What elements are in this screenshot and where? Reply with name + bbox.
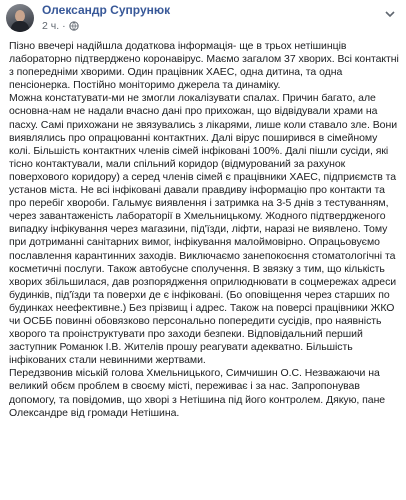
post-paragraph: Можна констатувати-ми не змогли локалізувати спалах. Причин багато, але основна-нам не надали вчасно дані про прихожан, що відвідували храми на пасху. Самі прихожани не звязувались з лікарями, лише коли ставало зле. Вони виявлялись про опрацюванні контактних. Далі вірус поширився в сімейному колі. Бiльшість контактних членів сімей інфіковані 100%. Далі пішли сусіди, які тісно контактували, мали спільний коридор (відмурований за рахунок поверхового коридору) а серед членів сімей є працівники ХАЕС, підприємств та установ міста. Не всі інфіковані давали правдиву інформацію про контакти та про перебіг хвороби. Гальмує виявлення і затримка на 3-5 днів з тестуванням, через завантаженість лабораторії в Хмельницькому. Жодного підтвердженого випадку інфікування через магазини, під'їзди, ліфти, наразі не виявлено. Тому при дотриманні санітарних вимог, інфікування малоймовірно. Опрацьовуємо пославлення карантинних заходів. Виключаємо занепокоєння стоматологічні та косметичні послуги. Також автобусне сполучення. В звязку з тим, що кількість хворих збільшилася, дав розпорядження оприлюднювати в соцмережах адреси будинків, під'їзди та поверхи де є інфіковані. (Бо оповіщення через старших по будинках неефективне.) Без прізвищ і адрес. Також на поверсі працівники ЖКО чи ОСББ повинні обовязково персонально попередити сусідів, про наявність хворого та проінструктувати про заходи безпеки. Відповідальний перший заступник Романюк І.В. Жителів прошу реагувати адекватно. Більшість інфікованих стали невинними жертвами. bbox=[9, 92, 398, 367]
post-paragraph: Передзвонив міській голова Хмельницького, Симчишин О.С. Незважаючи на великий обєм проблем в своєму місті, переживає і за нас. Запропонував допомогу, та повідомив, що хворі з Нетішина під його контролем. Дякую, пане Олександре від громади Нетішина. bbox=[9, 367, 386, 419]
post-paragraph: Пізно ввечері надійшла додаткова інформація- ще в трьох нетішинців лабораторно підтверджено коронавірус. Маємо загалом 37 хворих. Всі контактні з попередніми хворими. Один працівник ХАЕС, одна дитина, та одна пенсіонерка. Постійно моніторимо джерела та динаміку. bbox=[9, 40, 399, 92]
post-header bbox=[0, 0, 406, 36]
post-text bbox=[9, 40, 401, 420]
post-meta bbox=[42, 19, 79, 33]
avatar[interactable] bbox=[6, 4, 34, 32]
author-name[interactable]: Олександр Супрунюк bbox=[42, 3, 171, 17]
post-time[interactable]: 2 ч. bbox=[42, 20, 60, 32]
globe-icon[interactable] bbox=[69, 21, 79, 31]
chevron-down-icon[interactable] bbox=[384, 8, 396, 20]
meta-separator: · bbox=[62, 20, 66, 32]
